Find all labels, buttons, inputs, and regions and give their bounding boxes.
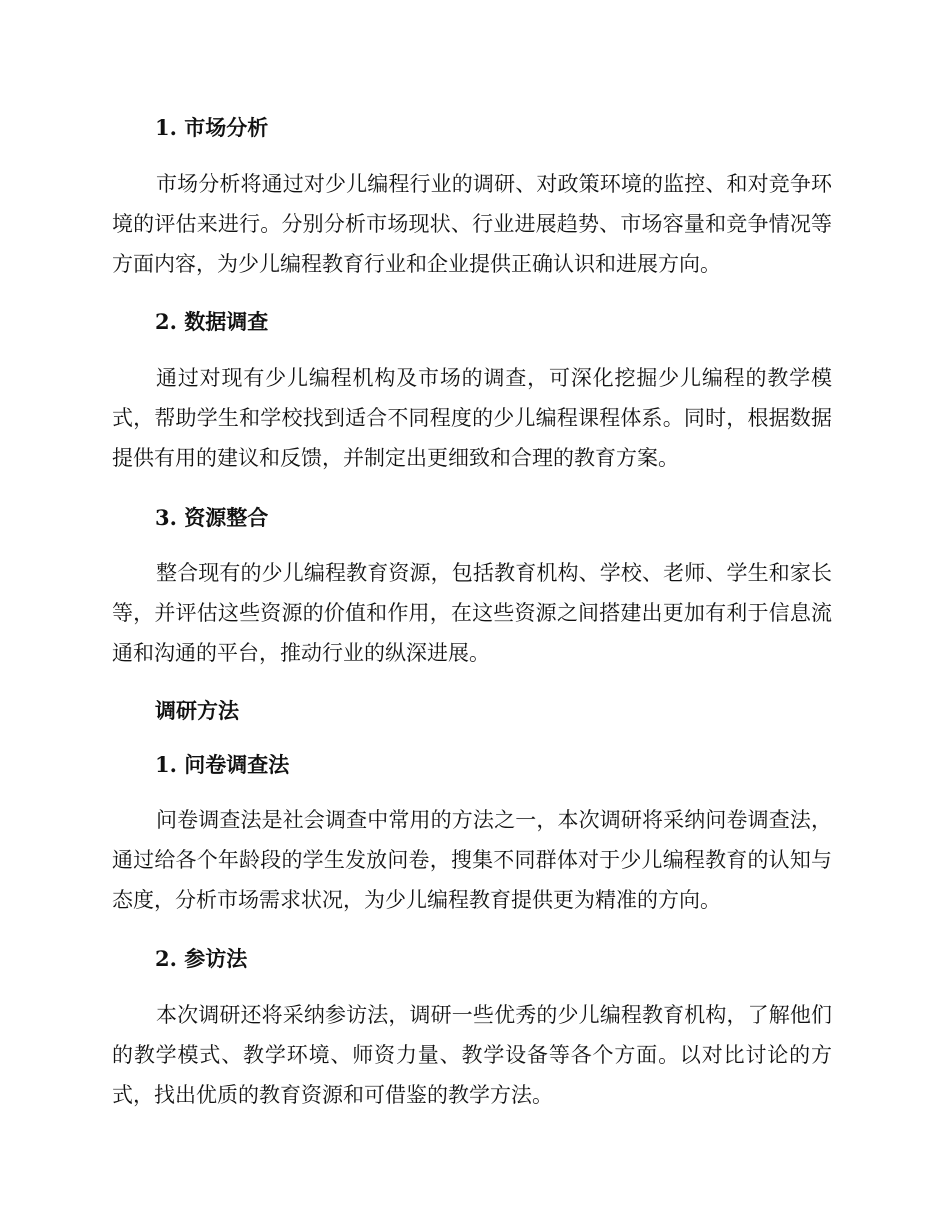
methods-title: 调研方法	[155, 698, 239, 723]
section-heading-resource-integration: 3. 资源整合	[155, 505, 269, 530]
method-paragraph-site-visit: 本次调研还将采纳参访法，调研一些优秀的少儿编程教育机构，了解他们的教学模式、教学环境、师资力量、教学设备等各个方面。以对比讨论的方式，找出优质的教育资源和可借鉴的教学方法。	[112, 1003, 832, 1107]
section-paragraph-resource-integration: 整合现有的少儿编程教育资源，包括教育机构、学校、老师、学生和家长等，并评估这些资源的价值和作用，在这些资源之间搭建出更加有利于信息流通和沟通的平台，推动行业的纵深进展。	[112, 561, 832, 665]
method-heading-site-visit: 2. 参访法	[155, 946, 248, 971]
method-paragraph-questionnaire: 问卷调查法是社会调查中常用的方法之一，本次调研将采纳问卷调查法，通过给各个年龄段的学生发放问卷，搜集不同群体对于少儿编程教育的认知与态度，分析市场需求状况，为少儿编程教育提供更为精准的方向。	[112, 808, 832, 912]
section-heading-data-survey: 2. 数据调查	[155, 309, 269, 334]
section-heading-market-analysis: 1. 市场分析	[155, 115, 269, 140]
section-paragraph-data-survey: 通过对现有少儿编程机构及市场的调查，可深化挖掘少儿编程的教学模式，帮助学生和学校找到适合不同程度的少儿编程课程体系。同时，根据数据提供有用的建议和反馈，并制定出更细致和合理的教育方案。	[112, 366, 832, 470]
method-heading-questionnaire: 1. 问卷调查法	[155, 752, 290, 777]
section-paragraph-market-analysis: 市场分析将通过对少儿编程行业的调研、对政策环境的监控、和对竞争环境的评估来进行。分别分析市场现状、行业进展趋势、市场容量和竞争情况等方面内容，为少儿编程教育行业和企业提供正确认识和进展方向。	[112, 172, 832, 276]
